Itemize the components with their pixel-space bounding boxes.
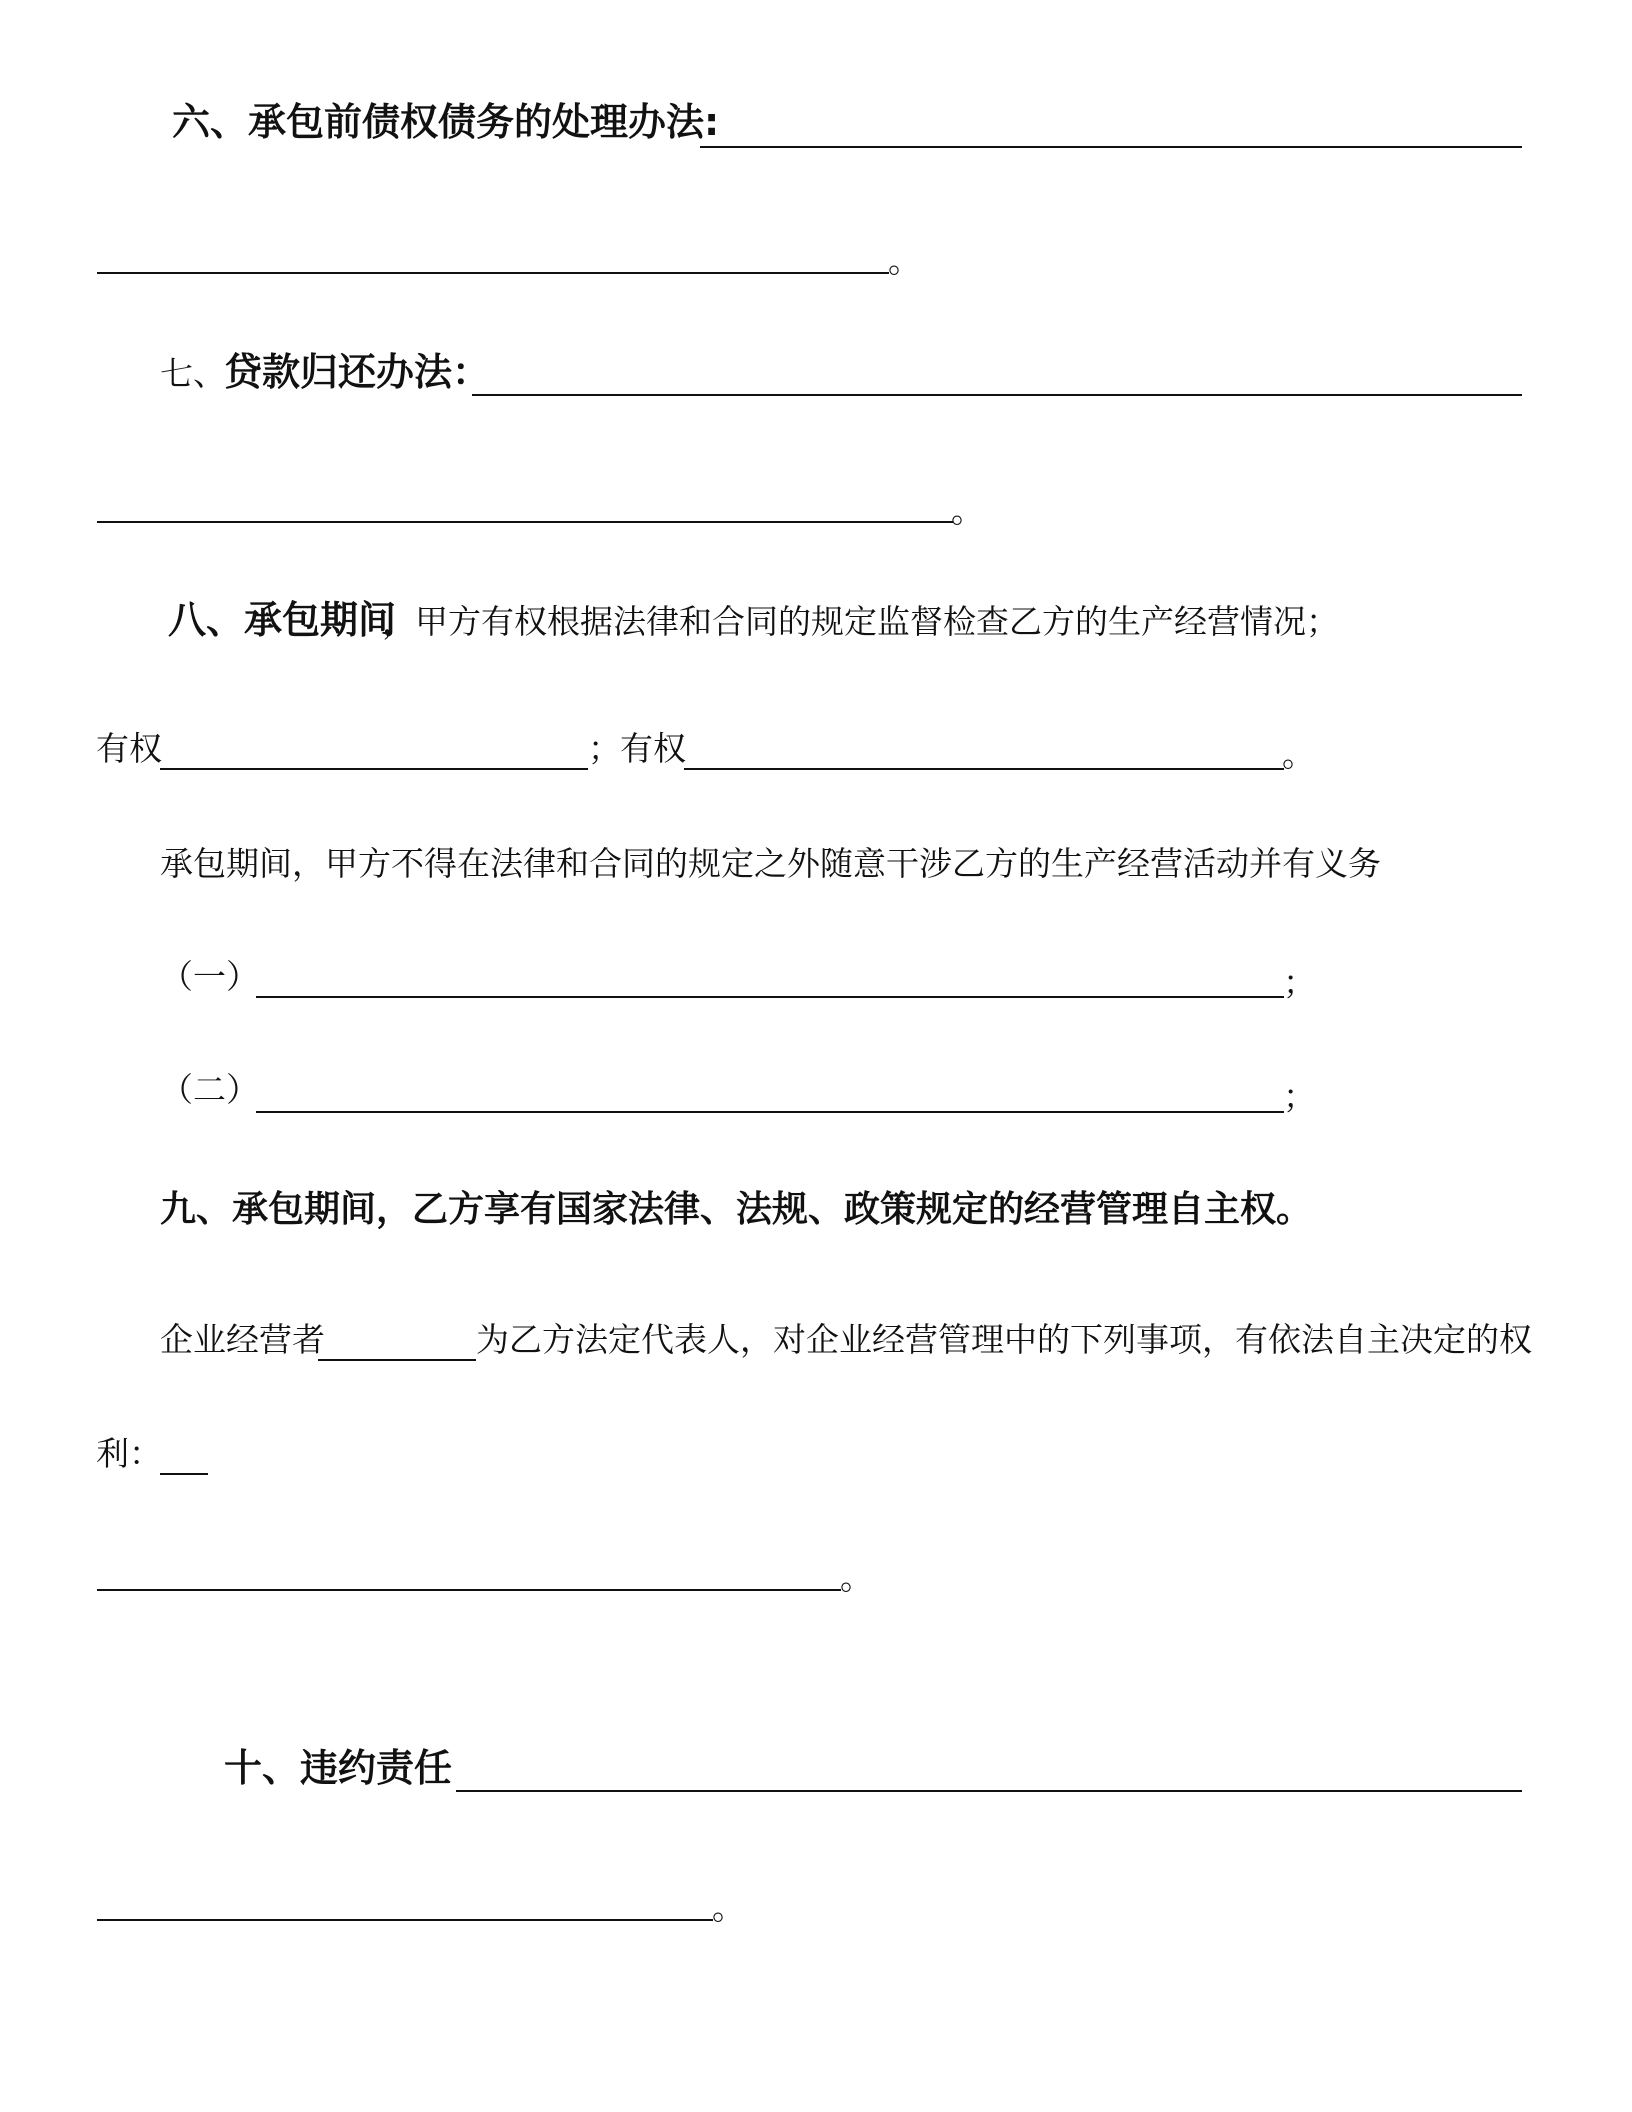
section-8-right-1-blank[interactable] [160, 768, 588, 770]
section-8-item-1-label: （一） [160, 957, 259, 996]
section-10-end-mark: 。 [712, 1888, 745, 1927]
section-8-item-1-end: ； [1283, 963, 1316, 1002]
section-8-heading: 八、承包期间 [168, 598, 397, 642]
section-9-blank-line[interactable] [97, 1589, 841, 1591]
section-8-line-1-text: ，甲方有权根据法律和合同的规定监督检查乙方的生产经营情况； [382, 602, 1339, 641]
section-7-end-mark: 。 [951, 491, 984, 530]
section-10-blank-line-2[interactable] [97, 1919, 713, 1921]
section-10-blank-line-1[interactable] [456, 1790, 1522, 1792]
section-10-heading: 十、违约责任 [224, 1746, 453, 1790]
section-9-heading: 九、承包期间，乙方享有国家法律、法规、政策规定的经营管理自主权。 [160, 1189, 1313, 1230]
section-9-end-mark: 。 [840, 1558, 873, 1597]
section-8-item-1-blank[interactable] [256, 996, 1284, 998]
section-8-item-2-end: ； [1283, 1077, 1316, 1116]
section-7-blank-line-2[interactable] [97, 521, 953, 523]
section-9-para-text: 为乙方法定代表人，对企业经营管理中的下列事项，有依法自主决定的权 [476, 1320, 1532, 1359]
section-6-heading: 六、承包前债权债务的处理办法: [172, 100, 720, 144]
section-6-blank-line-1[interactable] [700, 146, 1522, 148]
section-9-para-prefix: 企业经营者 [160, 1320, 325, 1359]
section-8-right-1-prefix: 有权 [96, 729, 162, 768]
section-7-blank-line-1[interactable] [472, 394, 1522, 396]
section-6-blank-line-2[interactable] [97, 272, 889, 274]
section-8-right-2-blank[interactable] [684, 768, 1284, 770]
section-8-duty-text: 承包期间，甲方不得在法律和合同的规定之外随意干涉乙方的生产经营活动并有义务 [160, 844, 1381, 883]
section-9-para-continuation: 利： [96, 1434, 162, 1473]
section-6-end-mark: 。 [888, 241, 921, 280]
section-8-right-2-prefix: 有权 [620, 729, 686, 768]
section-8-item-2-label: （二） [160, 1070, 259, 1109]
section-8-end-mark: 。 [1282, 735, 1315, 774]
section-8-separator: ； [588, 729, 621, 768]
section-7-number: 七、 [160, 354, 226, 393]
section-9-operator-blank[interactable] [318, 1359, 476, 1361]
section-8-item-2-blank[interactable] [256, 1111, 1284, 1113]
section-7-heading: 贷款归还办法： [224, 350, 491, 394]
section-9-short-blank[interactable] [160, 1473, 208, 1475]
